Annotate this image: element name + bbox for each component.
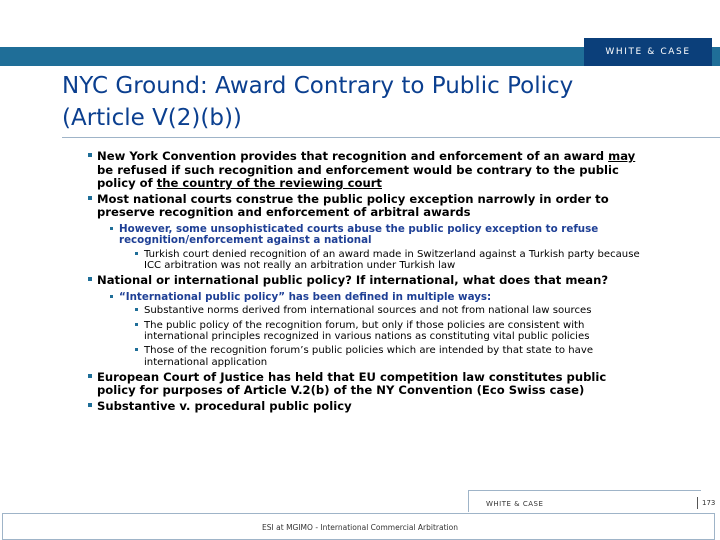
sub-bullet-unsophisticated-courts: However, some unsophisticated courts abuse the public policy exception to refuse recognition/enforcement against a national [110, 224, 648, 247]
bullet-marker [135, 308, 138, 311]
bullet-marker [135, 348, 138, 351]
footer-brand: WHITE & CASE [486, 500, 544, 508]
bullet-marker [88, 403, 92, 407]
sub-sub-bullet-recognition-forum: The public policy of the recognition forum, but only if those policies are consistent with international principles recognized in various nations as constituting vital public policies [135, 320, 648, 343]
footer-caption: ESI at MGIMO - International Commercial Arbitration [262, 523, 458, 532]
title-line-2: (Article V(2)(b)) [62, 105, 242, 131]
page-number: 173 [702, 499, 716, 507]
title-divider [62, 137, 720, 138]
sub-sub-bullet-substantive-norms: Substantive norms derived from international sources and not from national law sources [135, 305, 648, 316]
bullet-marker [135, 323, 138, 326]
bullet-national-courts: Most national courts construe the public policy exception narrowly in order to preserve recognition and enforcement of arbitral awards [88, 193, 648, 220]
bullet-marker [88, 277, 92, 281]
bullet-marker [88, 374, 92, 378]
slide-title [62, 70, 682, 134]
title-line-1: NYC Ground: Award Contrary to Public Policy [62, 73, 574, 99]
bullet-marker [88, 153, 92, 157]
bullet-marker [88, 196, 92, 200]
bullet-marker [110, 227, 113, 230]
brand-logo: WHITE & CASE [584, 38, 712, 66]
bullet-marker [135, 252, 138, 255]
bullet-european-court: European Court of Justice has held that EU competition law constitutes public policy for purposes of Article V.2(b) of the NY Convention (Eco Swiss case) [88, 371, 648, 398]
bullet-marker [110, 295, 113, 298]
bullet-national-or-international: National or international public policy? If international, what does that mean? [88, 274, 648, 288]
bullet-substantive-procedural: Substantive v. procedural public policy [88, 400, 648, 414]
bullet-convention: New York Convention provides that recognition and enforcement of an award may be refused if such recognition and enforcement would be contrary to the public policy of the country of the reviewing court [88, 150, 648, 191]
page-number-divider [697, 497, 698, 509]
sub-bullet-international-policy: “International public policy” has been defined in multiple ways: [110, 292, 648, 304]
bullet-list [88, 150, 648, 415]
sub-sub-bullet-international-application: Those of the recognition forum’s public policies which are intended by that state to have international application [135, 345, 648, 368]
sub-sub-bullet-turkish-court: Turkish court denied recognition of an award made in Switzerland against a Turkish party because ICC arbitration was not really an arbitration under Turkish law [135, 249, 648, 272]
